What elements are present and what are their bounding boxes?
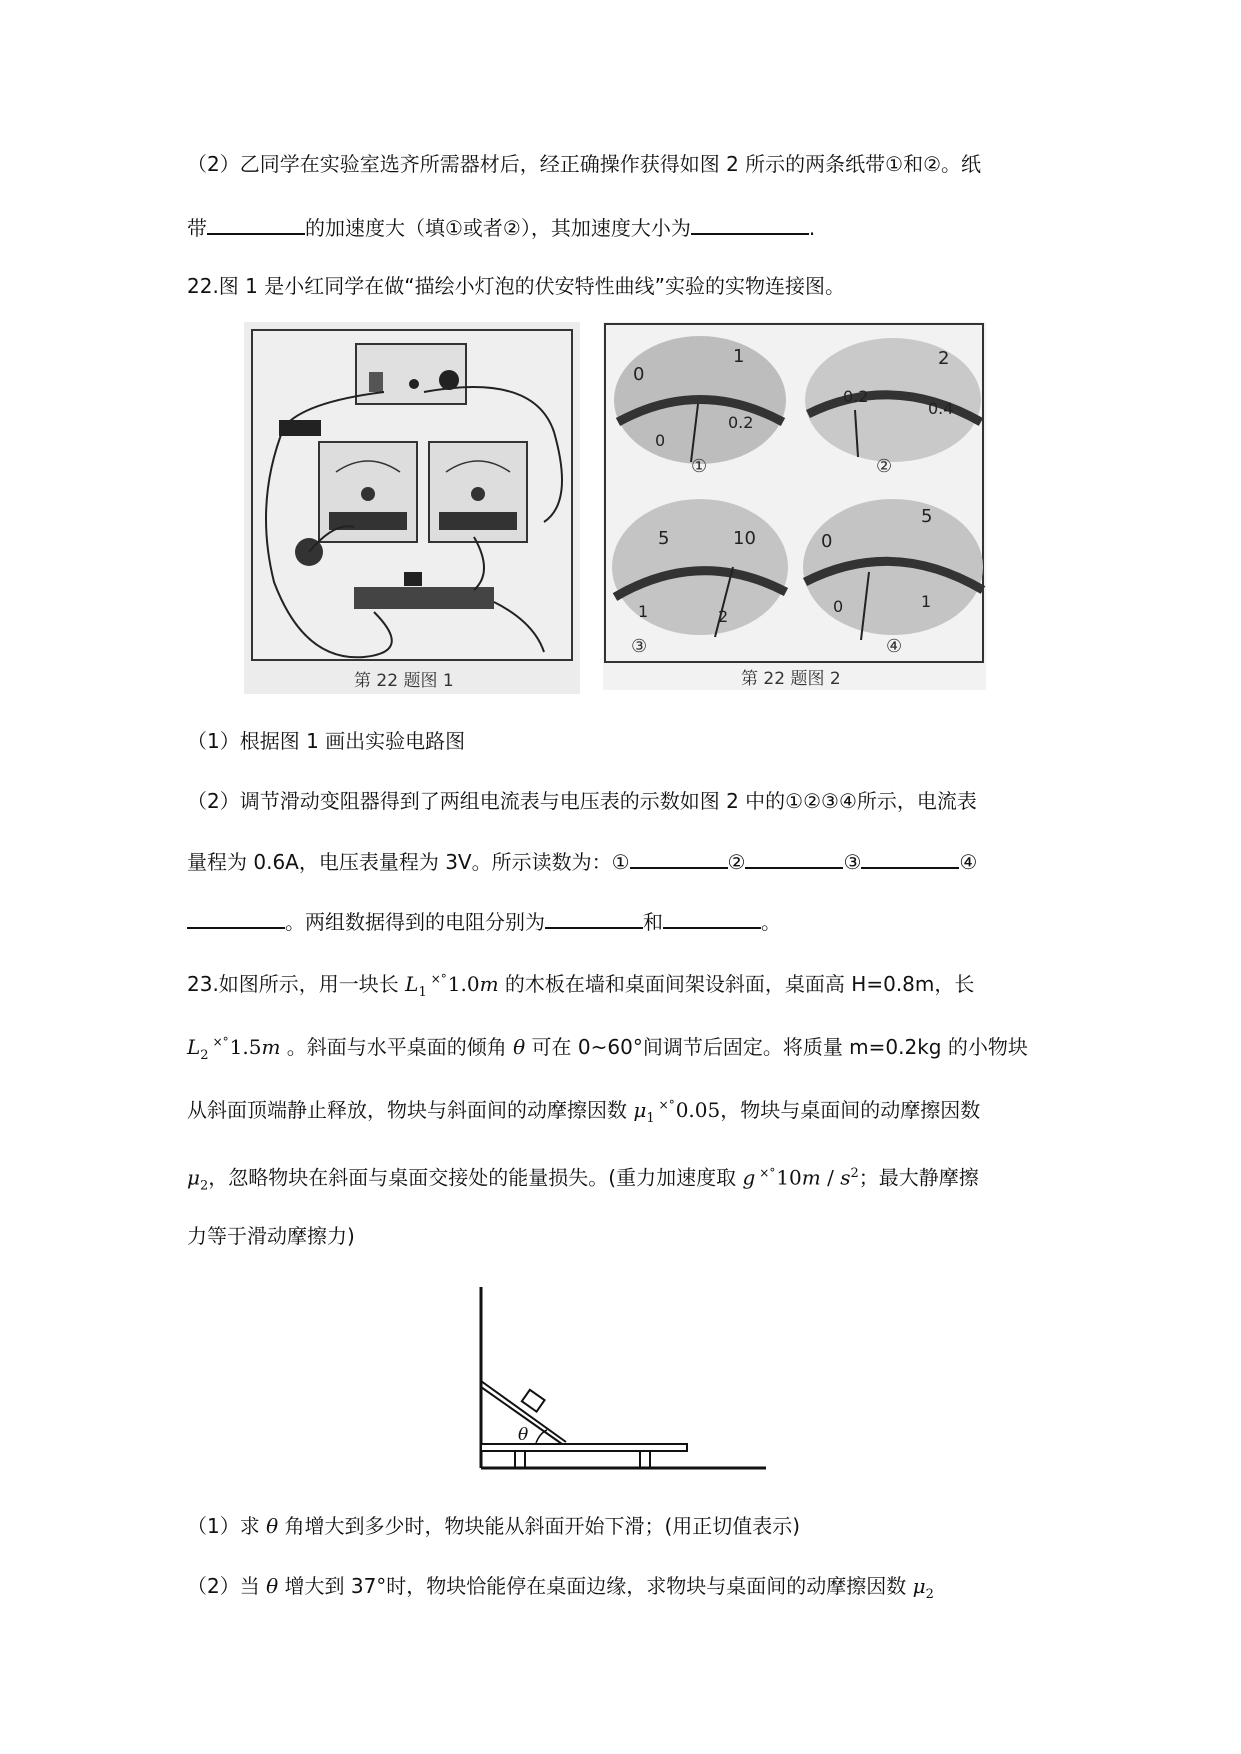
reading-marker: ② <box>727 850 746 874</box>
equals-glyph: ×° <box>430 972 447 986</box>
equals-glyph: ×° <box>212 1035 229 1049</box>
subscript: 1 <box>418 985 427 1000</box>
answer-blank <box>691 213 809 235</box>
superscript: 2 <box>850 1166 859 1181</box>
q23-text: ，忽略物块在斜面与桌面交接处的能量损失。(重力加速度取 <box>208 1165 743 1190</box>
q23-line5: 力等于滑动摩擦力) <box>187 1224 355 1248</box>
dial3-label: 10 <box>733 528 756 549</box>
value: 10 <box>776 1165 802 1190</box>
q22-part1: （1）根据图 1 画出实验电路图 <box>187 729 466 753</box>
q21-part2-line1: （2）乙同学在实验室选齐所需器材后，经正确操作获得如图 2 所示的两条纸带①和②。纸 <box>187 152 982 176</box>
dial4-label: 1 <box>921 592 932 611</box>
answer-blank <box>861 847 959 869</box>
dial4-marker: ④ <box>886 636 903 657</box>
q23-text: （1）求 <box>187 1514 267 1538</box>
q23-line4: $\mu_2$，忽略物块在斜面与桌面交接处的能量损失。(重力加速度取 g $^{\times^\circ}10m / s^2$；最大静摩擦 <box>187 1165 979 1194</box>
dial1-label: 1 <box>733 346 745 367</box>
q22-text: 。两组数据得到的电阻分别为 <box>285 910 545 934</box>
value: 1.0 <box>447 972 480 996</box>
q22-intro: 22.图 1 是小红同学在做“描绘小灯泡的伏安特性曲线”实验的实物连接图。 <box>187 274 845 298</box>
incline-diagram <box>470 1285 770 1485</box>
q23-part1 <box>187 1512 800 1540</box>
q23-text: （2）当 <box>187 1574 267 1598</box>
answer-blank <box>745 847 843 869</box>
q23-text: 。斜面与水平桌面的倾角 <box>280 1035 514 1059</box>
dial4-label: 5 <box>921 506 933 527</box>
fig1-caption: 第 22 题图 1 <box>354 671 454 691</box>
q23-text: ，物块与桌面间的动摩擦因数 <box>720 1098 981 1122</box>
unit: s <box>840 1165 851 1190</box>
var-L: L <box>187 1035 201 1059</box>
q23-line2 <box>187 1033 1028 1070</box>
q22-figure-1 <box>244 322 580 694</box>
dial3-label: 2 <box>718 607 729 626</box>
q21-part2-line2 <box>187 213 815 242</box>
dial2-label: 0.2 <box>843 387 869 406</box>
dial2-label: 2 <box>938 348 950 369</box>
q22-text: 。 <box>761 910 781 934</box>
dial2-marker: ② <box>876 456 893 477</box>
q22-text: 量程为 0.6A，电压表量程为 3V。所示读数为：① <box>187 850 630 874</box>
dial2-label: 0.4 <box>928 399 954 418</box>
fig2-caption: 第 22 题图 2 <box>741 669 841 689</box>
dial3-label: 1 <box>638 602 649 621</box>
table-top <box>481 1444 687 1451</box>
q23-text: 的木板在墙和桌面间架设斜面，桌面高 H=0.8m，长 <box>498 972 975 996</box>
var-theta: θ <box>513 1035 526 1059</box>
unit: m <box>261 1035 281 1059</box>
answer-blank <box>663 907 761 929</box>
unit: m <box>801 1165 821 1190</box>
value: 1.5 <box>229 1035 262 1059</box>
q21-text-a: 带 <box>187 216 207 240</box>
dial3-marker: ③ <box>631 636 648 657</box>
q23-text: 23.如图所示，用一块长 <box>187 972 406 996</box>
q23-part2 <box>187 1572 934 1609</box>
var-mu: μ <box>187 1165 200 1190</box>
dial4-label: 0 <box>821 531 833 552</box>
q23-text: 角增大到多少时，物块能从斜面开始下滑；(用正切值表示) <box>278 1514 801 1538</box>
angle-label: θ <box>518 1425 529 1445</box>
dial4-label: 0 <box>833 597 844 616</box>
q21-text-c: . <box>808 216 816 240</box>
q22-text: 和 <box>643 910 663 934</box>
var-g: g <box>742 1165 756 1190</box>
var-L: L <box>405 972 419 996</box>
q23-text: ；最大静摩擦 <box>858 1165 979 1190</box>
reading-marker: ③ <box>843 850 862 874</box>
equals-glyph: ×° <box>658 1098 675 1112</box>
answer-blank <box>207 213 305 235</box>
var-mu: μ <box>633 1098 647 1122</box>
reading-marker: ④ <box>959 850 978 874</box>
value: 0.05 <box>675 1098 721 1122</box>
q22-part2-line2 <box>187 847 977 876</box>
var-theta: θ <box>266 1574 279 1598</box>
answer-blank <box>545 907 643 929</box>
unit: m <box>479 972 499 996</box>
meter-dials-illustration <box>603 322 986 690</box>
var-mu: μ <box>912 1574 926 1598</box>
q22-part2-line3 <box>187 907 781 936</box>
equals-glyph: ×° <box>759 1165 776 1180</box>
dial1-marker: ① <box>691 456 708 477</box>
q23-line3 <box>187 1096 980 1133</box>
q23-text: 从斜面顶端静止释放，物块与斜面间的动摩擦因数 <box>187 1098 634 1122</box>
dial1-label: 0.2 <box>728 413 754 432</box>
dial3-label: 5 <box>658 528 670 549</box>
subscript: 2 <box>200 1178 209 1194</box>
q23-line1 <box>187 970 974 1007</box>
q23-text: 增大到 37°时，物块恰能停在桌面边缘，求物块与桌面间的动摩擦因数 <box>278 1574 913 1598</box>
var-theta: θ <box>266 1514 279 1538</box>
q22-figure-2 <box>603 322 986 690</box>
block <box>522 1390 545 1412</box>
subscript: 1 <box>646 1111 655 1126</box>
subscript: 2 <box>200 1048 209 1063</box>
q21-text-b: 的加速度大（填①或者②），其加速度大小为 <box>305 216 691 240</box>
answer-blank <box>187 907 285 929</box>
circuit-photo-illustration <box>244 322 580 694</box>
subscript: 2 <box>925 1587 934 1602</box>
dial1-label: 0 <box>655 431 666 450</box>
q22-part2-line1: （2）调节滑动变阻器得到了两组电流表与电压表的示数如图 2 中的①②③④所示，电流表 <box>187 789 977 813</box>
answer-blank <box>630 847 728 869</box>
dial1-label: 0 <box>633 364 645 385</box>
q23-text: 可在 0~60°间调节后固定。将质量 m=0.2kg 的小物块 <box>525 1035 1028 1059</box>
